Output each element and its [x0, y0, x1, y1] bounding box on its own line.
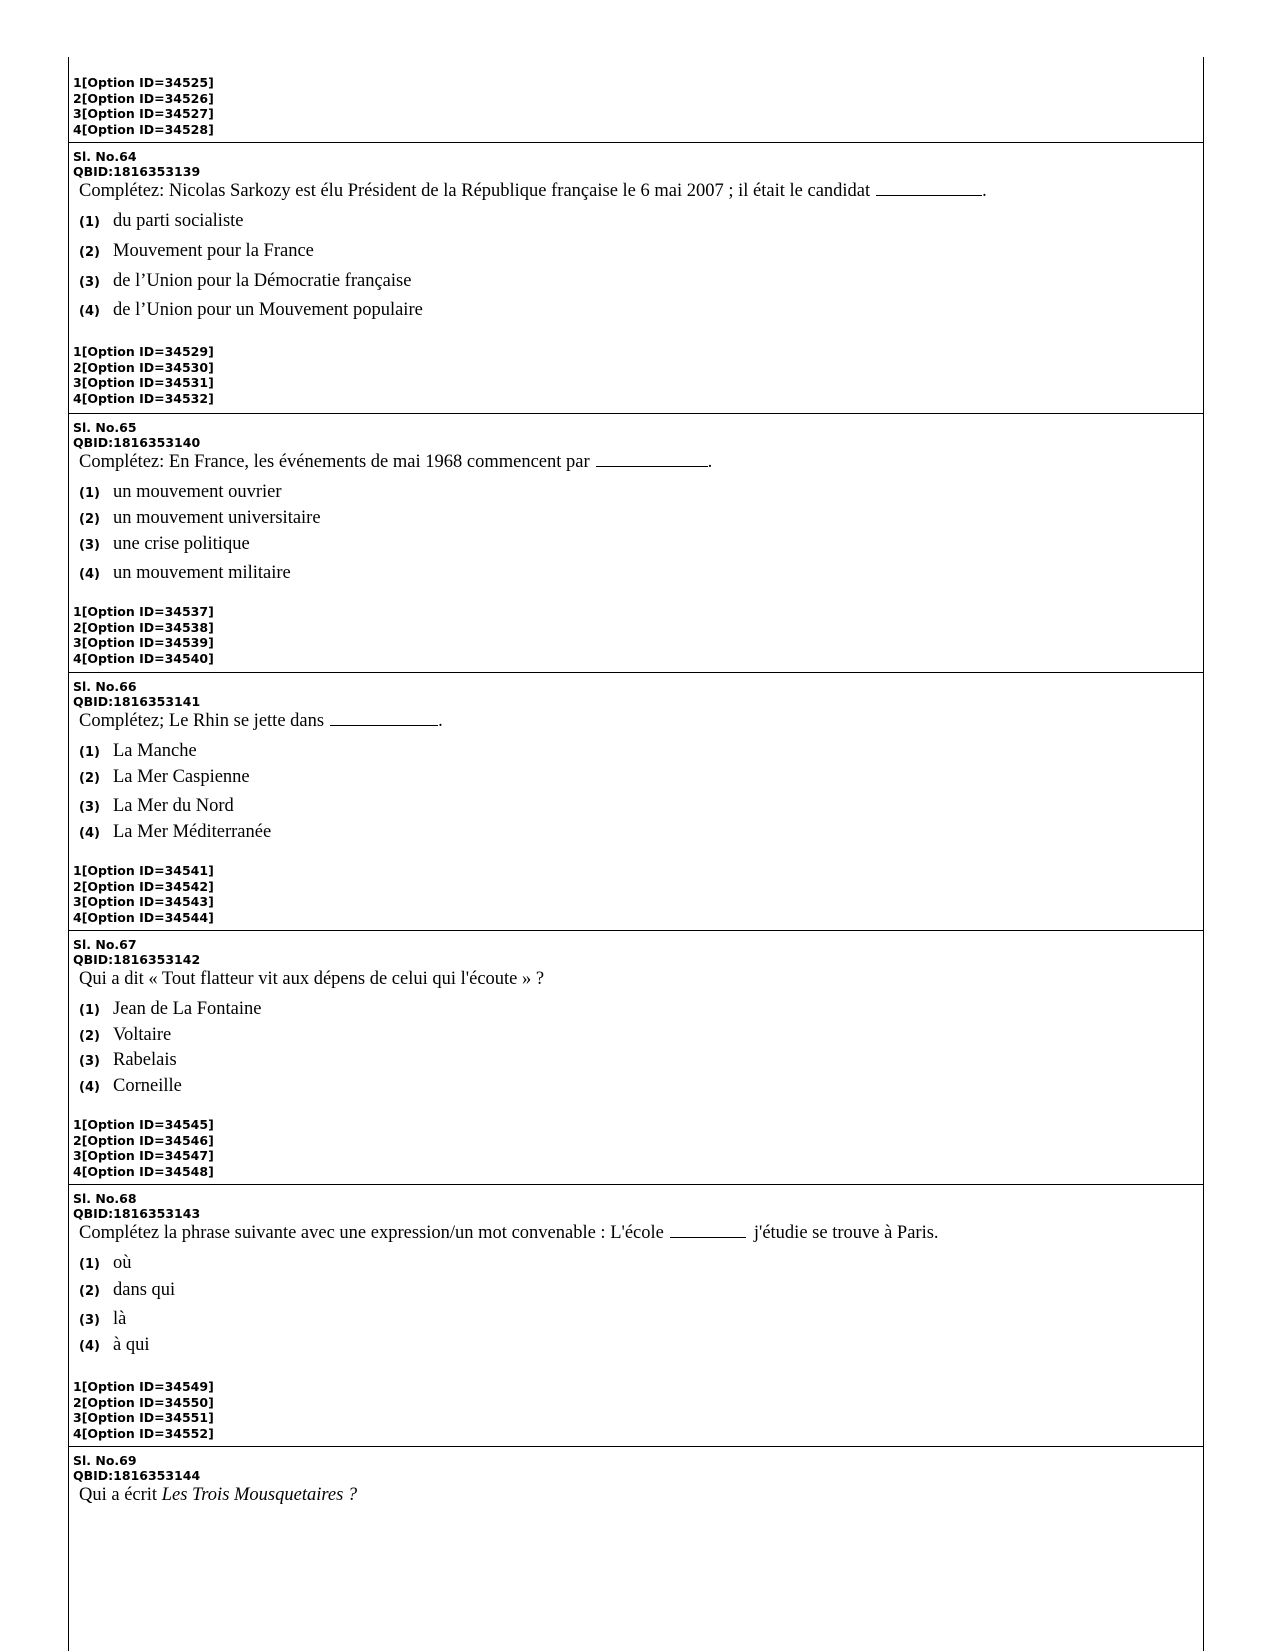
option-4[interactable]: (4) à qui [79, 1335, 150, 1355]
option-1[interactable]: (1) Jean de La Fontaine [79, 999, 262, 1019]
option-id: 4[Option ID=34544] [73, 909, 214, 925]
serial-number: Sl. No.69 [73, 1453, 137, 1468]
option-4[interactable]: (4) La Mer Méditerranée [79, 822, 272, 842]
option-id: 3[Option ID=34551] [73, 1410, 214, 1425]
option-id: 1[Option ID=34545] [73, 1117, 214, 1132]
option-2[interactable]: (2) un mouvement universitaire [79, 508, 321, 528]
book-title: Les Trois Mousquetaires ? [161, 1485, 358, 1505]
option-id: 1[Option ID=34549] [73, 1379, 214, 1394]
option-1[interactable]: (1) où [79, 1253, 132, 1273]
option-4[interactable]: (4) un mouvement militaire [79, 563, 291, 583]
option-id: 3[Option ID=34527] [73, 106, 214, 121]
option-3[interactable]: (3) de l’Union pour la Démocratie française [79, 271, 412, 291]
question-text: Complétez la phrase suivante avec une expression/un mot convenable : L'école j'étudie se trouve à Paris. [79, 1223, 939, 1243]
qbid: QBID:1816353141 [73, 694, 201, 709]
option-4[interactable]: (4) Corneille [79, 1076, 182, 1096]
option-2[interactable]: (2) La Mer Caspienne [79, 767, 250, 787]
option-id: 4[Option ID=34532] [73, 390, 214, 406]
option-id: 4[Option ID=34540] [73, 650, 214, 666]
divider [69, 1184, 1203, 1185]
option-id: 4[Option ID=34548] [73, 1163, 214, 1179]
option-3[interactable]: (3) Rabelais [79, 1050, 177, 1070]
divider [69, 930, 1203, 931]
option-id: 4[Option ID=34552] [73, 1425, 214, 1441]
option-id: 1[Option ID=34541] [73, 863, 214, 878]
option-3[interactable]: (3) là [79, 1309, 127, 1329]
qbid: QBID:1816353144 [73, 1468, 201, 1483]
question-text: Qui a écrit Les Trois Mousquetaires ? [79, 1485, 358, 1505]
serial-number: Sl. No.64 [73, 149, 137, 164]
option-id: 1[Option ID=34529] [73, 344, 214, 359]
option-1[interactable]: (1) La Manche [79, 741, 197, 761]
question-text: Complétez: Nicolas Sarkozy est élu Président de la République française le 6 mai 2007 ; il était le candidat . [79, 181, 987, 201]
option-id: 1[Option ID=34537] [73, 604, 214, 619]
option-2[interactable]: (2) Mouvement pour la France [79, 241, 314, 261]
question-text: Qui a dit « Tout flatteur vit aux dépens de celui qui l'écoute » ? [79, 969, 545, 989]
serial-number: Sl. No.66 [73, 679, 137, 694]
option-3[interactable]: (3) une crise politique [79, 534, 250, 554]
option-id: 3[Option ID=34531] [73, 375, 214, 390]
option-1[interactable]: (1) du parti socialiste [79, 211, 244, 231]
option-2[interactable]: (2) dans qui [79, 1280, 176, 1300]
divider [69, 142, 1203, 143]
qbid: QBID:1816353142 [73, 952, 201, 967]
option-id: 2[Option ID=34530] [73, 359, 214, 375]
option-4[interactable]: (4) de l’Union pour un Mouvement populaire [79, 300, 423, 320]
option-id: 3[Option ID=34539] [73, 635, 214, 650]
question-text: Complétez: En France, les événements de mai 1968 commencent par . [79, 452, 713, 472]
serial-number: Sl. No.65 [73, 420, 137, 435]
question-paper [68, 57, 1204, 1651]
option-3[interactable]: (3) La Mer du Nord [79, 796, 234, 816]
option-id: 3[Option ID=34547] [73, 1148, 214, 1163]
option-id: 2[Option ID=34550] [73, 1394, 214, 1410]
serial-number: Sl. No.67 [73, 937, 137, 952]
option-1[interactable]: (1) un mouvement ouvrier [79, 482, 282, 502]
option-id: 4[Option ID=34528] [73, 121, 214, 137]
divider [69, 413, 1203, 414]
option-id: 2[Option ID=34546] [73, 1132, 214, 1148]
qbid: QBID:1816353143 [73, 1206, 201, 1221]
option-id: 1[Option ID=34525] [73, 75, 214, 90]
qbid: QBID:1816353140 [73, 435, 201, 450]
question-text: Complétez; Le Rhin se jette dans . [79, 711, 443, 731]
option-id: 3[Option ID=34543] [73, 894, 214, 909]
option-id: 2[Option ID=34526] [73, 90, 214, 106]
divider [69, 1446, 1203, 1447]
qbid: QBID:1816353139 [73, 164, 201, 179]
option-id: 2[Option ID=34538] [73, 619, 214, 635]
option-2[interactable]: (2) Voltaire [79, 1025, 172, 1045]
serial-number: Sl. No.68 [73, 1191, 137, 1206]
option-id: 2[Option ID=34542] [73, 878, 214, 894]
divider [69, 672, 1203, 673]
